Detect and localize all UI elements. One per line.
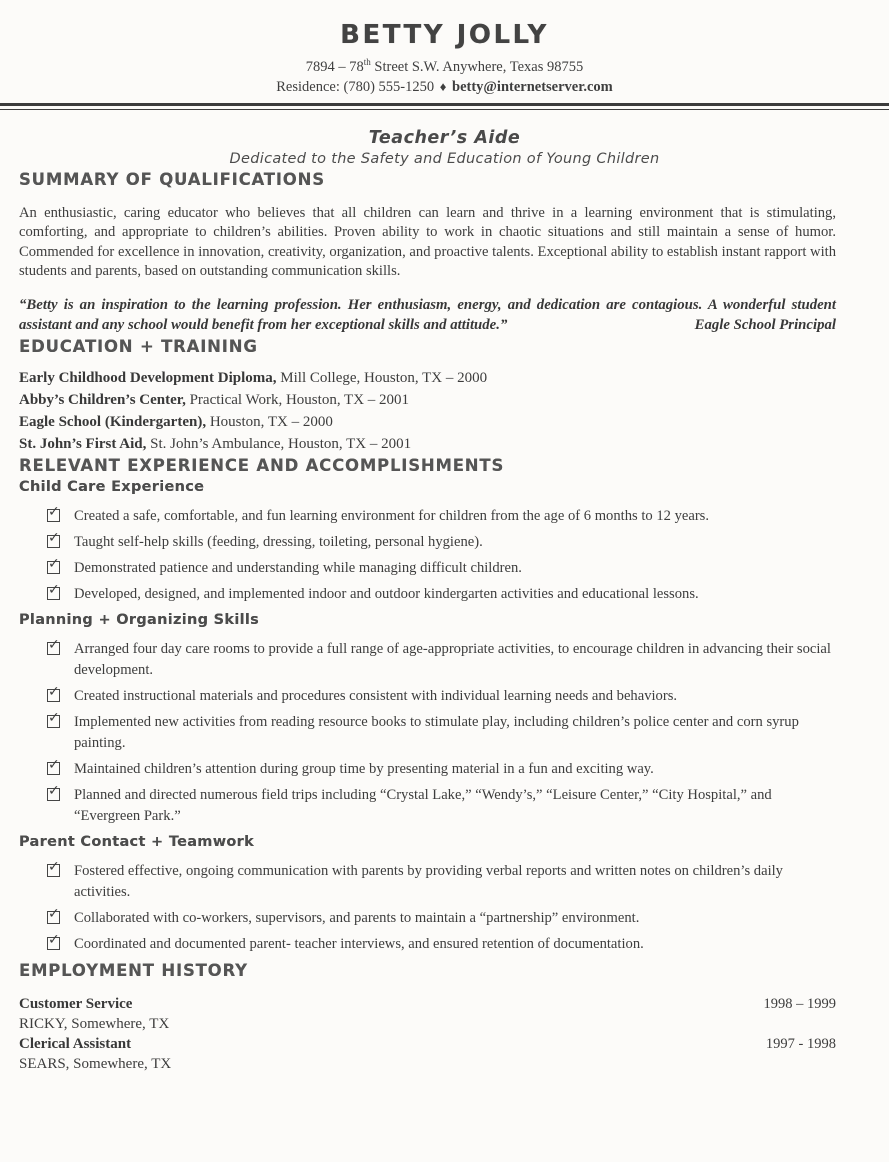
bullet-text: Collaborated with co-workers, supervisors, and parents to maintain a “partnership” environment. <box>74 909 640 926</box>
education-item-title: St. John’s First Aid, <box>19 435 147 452</box>
list-item <box>19 639 836 681</box>
experience-group-title-parent-contact: Parent Contact + Teamwork <box>19 833 255 850</box>
header-divider <box>0 103 889 110</box>
education-item <box>19 389 836 411</box>
bullet-list <box>19 639 836 827</box>
education-item <box>19 367 836 389</box>
education-item-detail: Mill College, Houston, TX – 2000 <box>276 369 488 386</box>
list-item <box>19 908 836 929</box>
list-item <box>19 686 836 707</box>
bullet-text: Demonstrated patience and understanding while managing difficult children. <box>74 559 522 576</box>
list-item <box>19 712 836 754</box>
job-title-row <box>19 1034 836 1054</box>
candidate-name: BETTY JOLLY <box>340 20 549 50</box>
address-suffix: Street S.W. Anywhere, Texas 98755 <box>370 58 584 75</box>
bullet-text: Created a safe, comfortable, and fun learning environment for children from the age of 6 months to 12 years. <box>74 507 710 524</box>
employment-list <box>19 994 836 1074</box>
education-item-detail: Houston, TX – 2000 <box>206 413 333 430</box>
checked-checkbox-icon <box>47 642 60 655</box>
contact-line <box>0 78 889 96</box>
job-title-row <box>19 994 836 1014</box>
address-prefix: 7894 – 78 <box>305 58 364 75</box>
job-company: SEARS, Somewhere, TX <box>19 1055 172 1072</box>
bullet-text: Created instructional materials and procedures consistent with individual learning needs and behaviors. <box>74 687 678 704</box>
testimonial-quote <box>19 295 836 336</box>
list-item <box>19 506 836 527</box>
list-item <box>19 759 836 780</box>
bullet-text: Arranged four day care rooms to provide a full range of age-appropriate activities, to encourage children in advancing their social development. <box>74 640 831 678</box>
education-item <box>19 411 836 433</box>
checked-checkbox-icon <box>47 911 60 924</box>
checked-checkbox-icon <box>47 762 60 775</box>
job-title: Clerical Assistant <box>19 1035 132 1052</box>
section-heading-employment: EMPLOYMENT HISTORY <box>19 960 248 980</box>
checked-checkbox-icon <box>47 788 60 801</box>
education-list <box>19 367 836 455</box>
list-item <box>19 785 836 827</box>
checked-checkbox-icon <box>47 864 60 877</box>
list-item <box>19 558 836 579</box>
bullet-text: Fostered effective, ongoing communication with parents by providing verbal reports and written notes on children’s daily activities. <box>74 862 783 900</box>
bullet-text: Planned and directed numerous field trips including “Crystal Lake,” “Wendy’s,” “Leisure Center,” “City Hospital,” and “Evergreen Park.” <box>74 786 772 824</box>
phone-number: Residence: (780) 555-1250 <box>276 78 435 95</box>
job-dates: 1998 – 1999 <box>763 995 836 1012</box>
quote-attribution: Eagle School Principal <box>694 317 836 334</box>
address-line <box>0 53 889 76</box>
bullet-text: Taught self-help skills (feeding, dressing, toileting, personal hygiene). <box>74 533 483 550</box>
address-ordinal: th <box>363 57 371 67</box>
job-target-title: Teacher’s Aide <box>368 127 521 148</box>
tagline: Dedicated to the Safety and Education of Young Children <box>229 150 660 167</box>
summary-paragraph: An enthusiastic, caring educator who believes that all children can learn and thrive in a learning environment that is stimulating, comforting, and appropriate to children’s abilities. Proven ability to work in chaotic situations and still maintain a sense of humor. Commended for excellence in innovation, creativity, organization, and proactive talents. Exceptional ability to establish instant rapport with students and parents, based on outstanding communication skills. <box>19 204 836 280</box>
education-item-title: Eagle School (Kindergarten), <box>19 413 207 430</box>
bullet-list <box>19 861 836 955</box>
education-item <box>19 433 836 455</box>
education-item-title: Abby’s Children’s Center, <box>19 391 186 408</box>
experience-group-title-planning: Planning + Organizing Skills <box>19 611 260 628</box>
email-address: betty@internetserver.com <box>452 78 613 95</box>
bullet-text: Developed, designed, and implemented indoor and outdoor kindergarten activities and educational lessons. <box>74 585 699 602</box>
checked-checkbox-icon <box>47 937 60 950</box>
section-heading-experience: RELEVANT EXPERIENCE AND ACCOMPLISHMENTS <box>19 455 505 475</box>
job-entry <box>19 994 836 1034</box>
resume-header <box>0 0 889 96</box>
experience-group-title-childcare: Child Care Experience <box>19 478 205 495</box>
list-item <box>19 584 836 605</box>
section-heading-education: EDUCATION + TRAINING <box>19 336 258 356</box>
bullet-list <box>19 506 836 605</box>
education-item-detail: St. John’s Ambulance, Houston, TX – 2001 <box>146 435 412 452</box>
job-entry <box>19 1034 836 1074</box>
list-item <box>19 532 836 553</box>
checked-checkbox-icon <box>47 715 60 728</box>
diamond-icon: ♦ <box>439 78 447 94</box>
checked-checkbox-icon <box>47 561 60 574</box>
checked-checkbox-icon <box>47 689 60 702</box>
bullet-text: Maintained children’s attention during group time by presenting material in a fun and exciting way. <box>74 760 654 777</box>
checked-checkbox-icon <box>47 535 60 548</box>
list-item <box>19 861 836 903</box>
education-item-title: Early Childhood Development Diploma, <box>19 369 277 386</box>
bullet-text: Implemented new activities from reading resource books to stimulate play, including children’s police center and corn syrup painting. <box>74 713 799 751</box>
quote-text: “Betty is an inspiration to the learning profession. Her enthusiasm, energy, and dedication are contagious. A wonderful student assistant and any school would benefit from her exceptional skills and attitude.” <box>19 296 836 334</box>
checked-checkbox-icon <box>47 509 60 522</box>
section-heading-summary: SUMMARY OF QUALIFICATIONS <box>19 169 325 189</box>
bullet-text: Coordinated and documented parent- teacher interviews, and ensured retention of documentation. <box>74 935 644 952</box>
job-dates: 1997 - 1998 <box>765 1035 836 1052</box>
title-block <box>0 127 889 169</box>
job-company: RICKY, Somewhere, TX <box>19 1015 170 1032</box>
resume-body <box>0 169 889 1074</box>
checked-checkbox-icon <box>47 587 60 600</box>
job-title: Customer Service <box>19 995 133 1012</box>
education-item-detail: Practical Work, Houston, TX – 2001 <box>185 391 410 408</box>
list-item <box>19 934 836 955</box>
